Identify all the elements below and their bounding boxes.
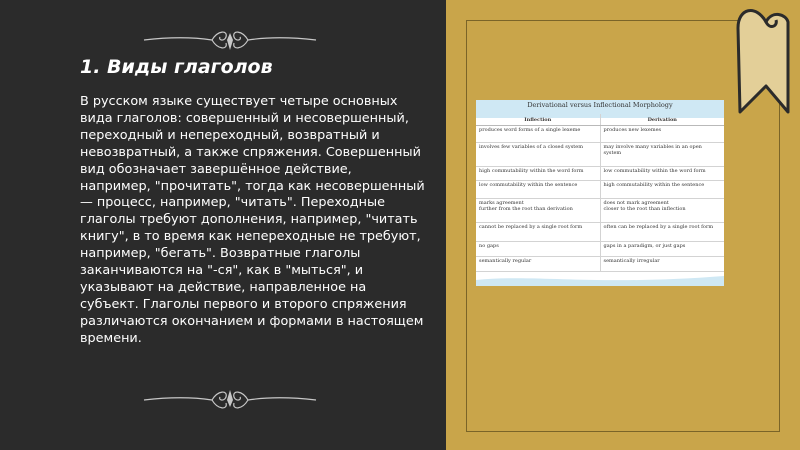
table-cell: high commutability within the sentence — [600, 181, 724, 199]
table-row — [476, 223, 724, 242]
table-header-cell: Derivation — [600, 114, 724, 126]
table-cell: does not mark agreement closer to the root than inflection — [600, 199, 724, 223]
slide-body-text: В русском языке существует четыре основных вида глаголов: совершенный и несовершенный, переходный и непереходный, возвратный и невозвратный, а также спряжения. Совершенный вид обозначает завершённое действие, например, "прочитать", тогда как несовершенный — процесс, например, "читать". Переходные глаголы требуют дополнения, например, "читать книгу", в то время как непереходные не требуют, например, "бегать". Возвратные глаголы заканчиваются на "-ся", как в "мыться", и указывают на действие, направленное на субъект. Глаголы первого и второго спряжения различаются окончанием и формами в настоящем времени. — [80, 94, 425, 346]
table-caption: Derivational versus Inflectional Morphology — [527, 101, 673, 109]
table-cell: produces new lexemes — [600, 126, 724, 143]
table-row — [476, 181, 724, 199]
table-cell: gaps in a paradigm, or just gaps — [600, 242, 724, 257]
table-header-cell: Inflection — [476, 114, 600, 126]
table-row — [476, 126, 724, 143]
table-cell: high commutability within the word form — [476, 167, 600, 181]
table-cell: involves few variables of a closed system — [476, 143, 600, 167]
bookmark-ribbon-icon — [736, 0, 792, 120]
table-row — [476, 167, 724, 181]
table-cell: marks agreement further from the root than derivation — [476, 199, 600, 223]
table-cell: produces word forms of a single lexeme — [476, 126, 600, 143]
morphology-table-image — [476, 100, 724, 286]
table-row — [476, 143, 724, 167]
table-cell: low commutability within the word form — [600, 167, 724, 181]
table-row — [476, 242, 724, 257]
morphology-table — [476, 114, 724, 272]
table-cell: may involve many variables in an open system — [600, 143, 724, 167]
table-cell: semantically irregular — [600, 257, 724, 272]
table-row — [476, 257, 724, 272]
table-row — [476, 199, 724, 223]
top-ornament-icon — [140, 28, 320, 52]
table-header-row — [476, 114, 724, 126]
slide-title: 1. Виды глаголов — [80, 56, 273, 78]
table-cell: low commutability within the sentence — [476, 181, 600, 199]
bottom-ornament-icon — [140, 388, 320, 412]
table-cell: semantically regular — [476, 257, 600, 272]
table-cell: often can be replaced by a single root form — [600, 223, 724, 242]
table-wave-decoration — [476, 272, 724, 286]
table-cell: cannot be replaced by a single root form — [476, 223, 600, 242]
table-cell: no gaps — [476, 242, 600, 257]
